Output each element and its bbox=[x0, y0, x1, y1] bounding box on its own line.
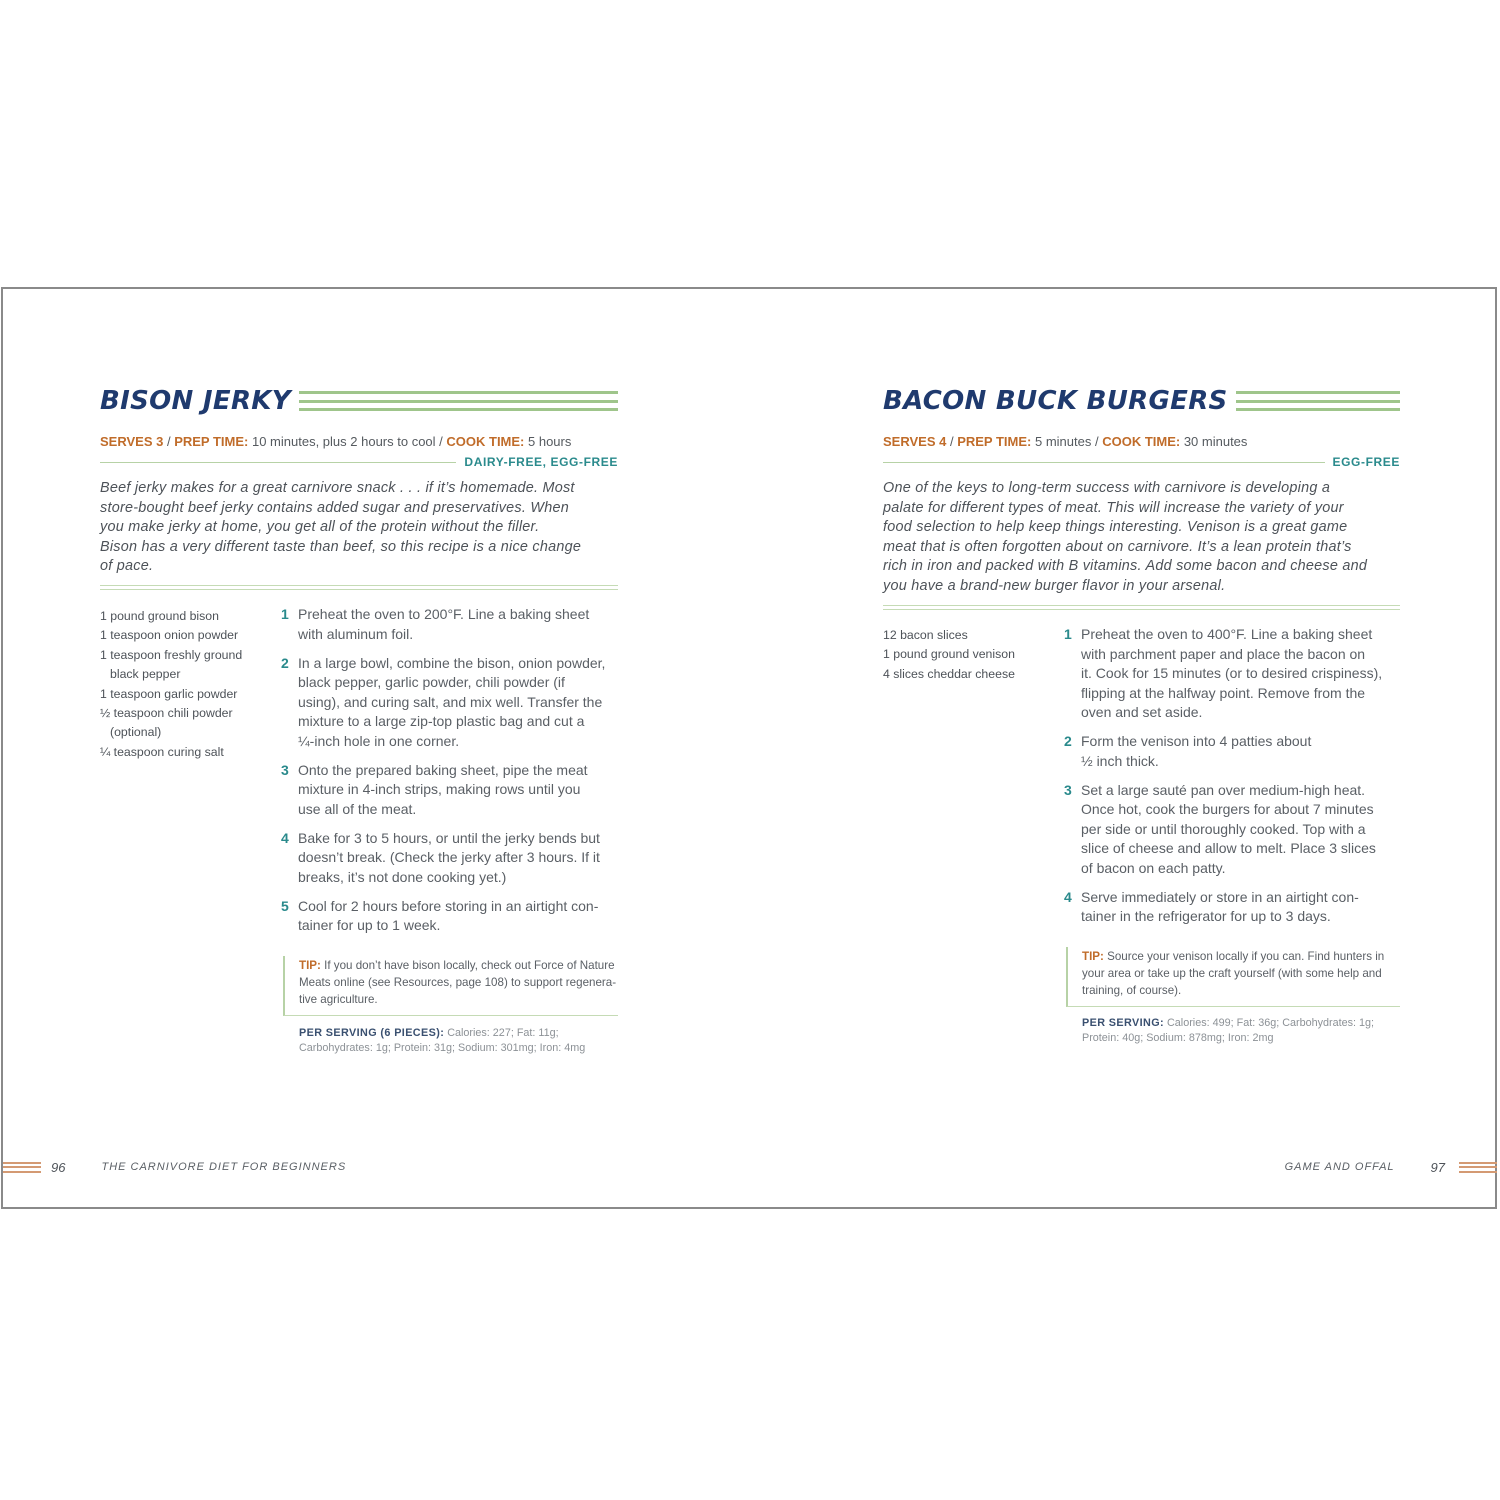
step-text: Serve immediately or store in an airtight con- bbox=[1081, 888, 1359, 905]
recipe-title: BACON BUCK BURGERS bbox=[883, 386, 1228, 416]
step-text: using), and curing salt, and mix well. Transfer the bbox=[298, 693, 603, 710]
recipe-meta bbox=[883, 434, 1247, 449]
running-head: GAME AND OFFAL bbox=[1284, 1161, 1395, 1173]
step-text: Cool for 2 hours before storing in an airtight con- bbox=[298, 897, 599, 914]
step-item bbox=[281, 829, 605, 888]
ingredient-item bbox=[883, 665, 1015, 684]
section-divider bbox=[100, 585, 618, 590]
section-divider bbox=[883, 605, 1400, 610]
meta-separator: / bbox=[1094, 434, 1103, 449]
step-text: it. Cook for 15 minutes (or to desired crispiness), bbox=[1081, 665, 1383, 681]
step-text: Bake for 3 to 5 hours, or until the jerky bends but bbox=[298, 829, 600, 846]
step-number: 4 bbox=[1064, 888, 1072, 905]
tip-text: Source your venison locally if you can. Find hunters in bbox=[1103, 950, 1385, 963]
ingredient-item bbox=[100, 607, 242, 626]
tags-row bbox=[100, 453, 618, 471]
intro-line: you have a brand-new burger flavor in your arsenal. bbox=[883, 577, 1226, 594]
cook-label: COOK TIME: bbox=[446, 434, 525, 449]
step-text: of bacon on each patty. bbox=[1081, 859, 1226, 876]
step-item bbox=[281, 897, 605, 936]
ingredient-item bbox=[100, 743, 242, 762]
nutrition-label: PER SERVING: bbox=[1082, 1017, 1164, 1029]
recipe-intro bbox=[100, 479, 581, 577]
prep-value: 5 minutes bbox=[1031, 434, 1095, 449]
step-number: 4 bbox=[281, 829, 289, 846]
nutrition-info bbox=[299, 1026, 585, 1056]
step-text: tainer for up to 1 week. bbox=[298, 917, 441, 933]
ingredient-item bbox=[100, 704, 242, 743]
step-item bbox=[281, 654, 605, 752]
intro-line: One of the keys to long-term success with carnivore is developing a bbox=[883, 480, 1331, 496]
step-item bbox=[1064, 732, 1382, 771]
tip-box bbox=[1066, 947, 1400, 1007]
ingredient-text: 1 pound ground bison bbox=[100, 609, 219, 623]
ingredient-text: ¼ teaspoon curing salt bbox=[100, 744, 224, 759]
step-number: 5 bbox=[281, 897, 289, 914]
ingredient-item bbox=[883, 626, 1015, 645]
step-number: 3 bbox=[281, 761, 289, 778]
nutrition-line bbox=[1082, 1016, 1374, 1031]
cook-value: 30 minutes bbox=[1180, 434, 1248, 449]
ingredient-text: 12 bacon slices bbox=[883, 628, 968, 642]
tip-label: TIP: bbox=[299, 959, 321, 972]
footer-rules bbox=[1459, 1162, 1497, 1173]
serves-label: SERVES 4 bbox=[883, 434, 947, 449]
tip-text: training, of course). bbox=[1082, 984, 1182, 997]
ingredient-item bbox=[100, 626, 242, 645]
tip-box bbox=[283, 956, 618, 1016]
running-head: THE CARNIVORE DIET FOR BEGINNERS bbox=[101, 1161, 347, 1173]
step-text: breaks, it’s not done cooking yet.) bbox=[298, 868, 507, 885]
recipe-meta bbox=[100, 434, 571, 449]
step-number: 1 bbox=[281, 606, 289, 622]
ingredient-text: 1 teaspoon garlic powder bbox=[100, 686, 238, 701]
ingredient-text: 1 pound ground venison bbox=[883, 647, 1015, 662]
tip-line bbox=[1082, 948, 1400, 965]
tip-text: Meats online (see Resources, page 108) to support regenera- bbox=[299, 976, 617, 989]
step-text: tainer in the refrigerator for up to 3 days. bbox=[1081, 908, 1331, 924]
tip-label: TIP: bbox=[1082, 950, 1104, 963]
ingredient-text: black pepper bbox=[110, 667, 181, 682]
meta-separator: / bbox=[946, 434, 958, 449]
book-spread bbox=[1, 287, 1497, 1209]
tags-divider bbox=[883, 462, 1325, 463]
step-text: use all of the meat. bbox=[298, 800, 417, 817]
intro-line: meat that is often forgotten about on carnivore. It’s a lean protein that’s bbox=[883, 538, 1352, 555]
step-item bbox=[281, 761, 605, 820]
nutrition-text: Carbohydrates: 1g; Protein: 31g; Sodium: 301mg; Iron: 4mg bbox=[299, 1042, 586, 1054]
ingredient-item bbox=[100, 685, 242, 704]
step-text: mixture in 4-inch strips, making rows until you bbox=[298, 781, 581, 797]
nutrition-text: Calories: 227; Fat: 11g; bbox=[444, 1027, 559, 1039]
left-page bbox=[3, 289, 751, 1207]
ingredient-item bbox=[883, 645, 1015, 664]
left-footer bbox=[3, 1155, 751, 1179]
step-text: black pepper, garlic powder, chili powder (if bbox=[298, 674, 565, 690]
intro-line: of pace. bbox=[100, 558, 154, 574]
cook-label: COOK TIME: bbox=[1102, 434, 1181, 449]
step-text: with parchment paper and place the bacon on bbox=[1081, 645, 1366, 662]
nutrition-info bbox=[1082, 1016, 1374, 1046]
step-text: Onto the prepared baking sheet, pipe the meat bbox=[298, 761, 588, 778]
step-text: Preheat the oven to 200°F. Line a baking sheet bbox=[298, 606, 590, 622]
intro-line: palate for different types of meat. This will increase the variety of your bbox=[883, 499, 1344, 516]
prep-label: PREP TIME: bbox=[174, 434, 249, 449]
footer-rules bbox=[3, 1162, 41, 1173]
ingredient-text: (optional) bbox=[110, 725, 162, 740]
tip-line bbox=[299, 957, 618, 974]
page-number: 96 bbox=[51, 1159, 66, 1175]
step-item bbox=[1064, 888, 1382, 927]
steps-list bbox=[281, 605, 605, 945]
step-item bbox=[281, 605, 605, 644]
step-text: slice of cheese and allow to melt. Place 3 slices bbox=[1081, 840, 1376, 856]
step-number: 1 bbox=[1064, 626, 1072, 642]
step-item bbox=[1064, 781, 1382, 879]
ingredient-item bbox=[100, 646, 242, 685]
meta-separator: / bbox=[439, 434, 447, 449]
steps-list bbox=[1064, 625, 1382, 936]
recipe-title-row bbox=[100, 381, 618, 421]
tags-divider bbox=[100, 462, 456, 463]
step-number: 3 bbox=[1064, 781, 1072, 798]
step-text: oven and set aside. bbox=[1081, 704, 1203, 720]
step-number: 2 bbox=[281, 654, 289, 671]
serves-label: SERVES 3 bbox=[100, 434, 164, 449]
tip-text: your area or take up the craft yourself (with some help and bbox=[1082, 967, 1382, 980]
ingredient-text: 1 teaspoon freshly ground bbox=[100, 647, 243, 662]
step-text: per side or until thoroughly cooked. Top with a bbox=[1081, 820, 1366, 837]
intro-line: rich in iron and packed with B vitamins. Add some bacon and cheese and bbox=[883, 558, 1368, 574]
intro-line: food selection to help keep things interesting. Venison is a great game bbox=[883, 519, 1348, 535]
right-page bbox=[751, 289, 1499, 1207]
step-text: flipping at the halfway point. Remove from the bbox=[1081, 684, 1366, 701]
tip-text: If you don’t have bison locally, check out Force of Nature bbox=[320, 959, 615, 972]
ingredients-list bbox=[100, 607, 242, 762]
ingredient-text: 1 teaspoon onion powder bbox=[100, 628, 239, 643]
step-text: ¼-inch hole in one corner. bbox=[298, 732, 460, 749]
nutrition-line bbox=[299, 1026, 585, 1041]
recipe-title-row bbox=[883, 381, 1400, 421]
step-text: ½ inch thick. bbox=[1081, 752, 1159, 769]
meta-separator: / bbox=[163, 434, 175, 449]
nutrition-text: Protein: 40g; Sodium: 878mg; Iron: 2mg bbox=[1082, 1032, 1274, 1044]
tip-text: tive agriculture. bbox=[299, 993, 378, 1006]
title-rules bbox=[1236, 391, 1400, 411]
step-text: mixture to a large zip-top plastic bag and cut a bbox=[298, 713, 585, 729]
step-text: doesn’t break. (Check the jerky after 3 hours. If it bbox=[298, 849, 600, 865]
page-number: 97 bbox=[1430, 1159, 1445, 1175]
cook-value: 5 hours bbox=[524, 434, 572, 449]
intro-line: Bison has a very different taste than beef, so this recipe is a nice change bbox=[100, 538, 582, 555]
ingredients-list bbox=[883, 626, 1015, 684]
recipe-intro bbox=[883, 479, 1367, 596]
recipe-title: BISON JERKY bbox=[100, 386, 291, 416]
intro-line: you make jerky at home, you get all of the protein without the filler. bbox=[100, 519, 540, 535]
step-item bbox=[1064, 625, 1382, 723]
prep-value: 10 minutes, plus 2 hours to cool bbox=[248, 434, 440, 449]
title-rules bbox=[299, 391, 618, 411]
diet-tags: EGG-FREE bbox=[1332, 455, 1400, 469]
tags-row bbox=[883, 453, 1400, 471]
step-text: with aluminum foil. bbox=[298, 625, 414, 642]
right-footer bbox=[751, 1155, 1497, 1179]
step-text: Set a large sauté pan over medium-high heat. bbox=[1081, 781, 1366, 798]
diet-tags: DAIRY-FREE, EGG-FREE bbox=[464, 455, 618, 469]
intro-line: Beef jerky makes for a great carnivore snack . . . if it’s homemade. Most bbox=[100, 480, 575, 496]
ingredient-text: 4 slices cheddar cheese bbox=[883, 666, 1015, 681]
intro-line: store-bought beef jerky contains added sugar and preservatives. When bbox=[100, 499, 569, 516]
step-text: Preheat the oven to 400°F. Line a baking sheet bbox=[1081, 626, 1373, 642]
nutrition-label: PER SERVING (6 PIECES): bbox=[299, 1027, 445, 1039]
step-number: 2 bbox=[1064, 733, 1072, 749]
step-text: In a large bowl, combine the bison, onion powder, bbox=[298, 654, 606, 671]
ingredient-text: ½ teaspoon chili powder bbox=[100, 706, 233, 721]
nutrition-text: Calories: 499; Fat: 36g; Carbohydrates: 1g; bbox=[1164, 1017, 1375, 1029]
step-text: Once hot, cook the burgers for about 7 minutes bbox=[1081, 801, 1374, 817]
step-text: Form the venison into 4 patties about bbox=[1081, 733, 1312, 749]
prep-label: PREP TIME: bbox=[957, 434, 1032, 449]
